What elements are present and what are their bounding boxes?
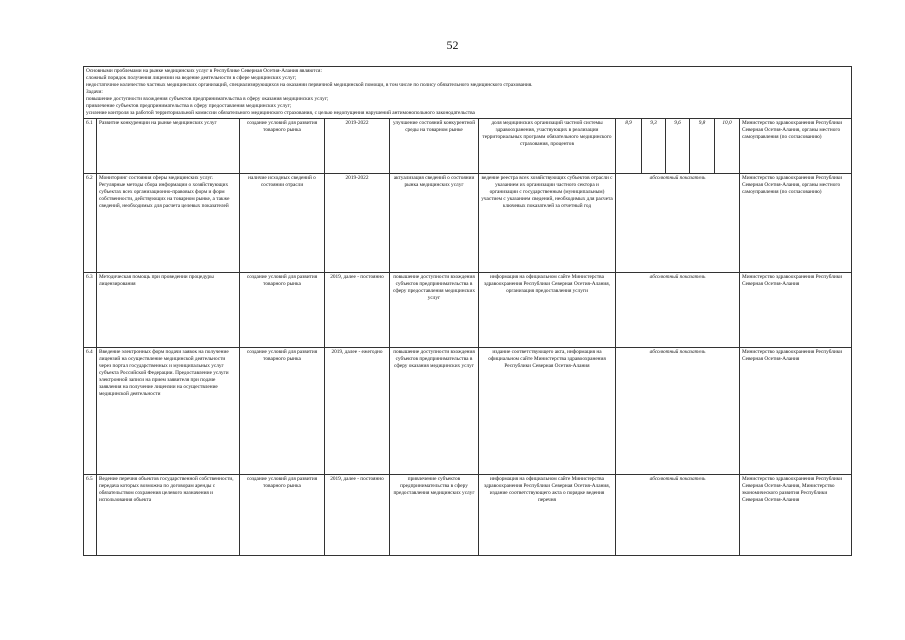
indicator-cell: информация на официальном сайте Министерства здравоохранения Республики Северная Осетия-Алания, организация предоставления услуги [479,272,616,347]
table-row [84,347,852,474]
page-number: 52 [446,38,459,52]
indicator-type: абсолютный показатель [616,347,740,474]
event-cell: Введение электронных форм подачи заявок на получение лицензий на осуществление медицинской деятельности через портал государственных и муниципальных услуг субъекта Российской Федерации. Предоставление услуги электронной записи на прием заявителя при подаче заявления на получение лицензии на осуществление медицинской деятельности [97,347,240,474]
intro-line: недостаточное количество частных медицинских организаций, специализирующихся на оказании первичной медицинской помощи, в том числе по полису обязательного медицинского страхования. [86,81,533,88]
event-cell: Мониторинг состояния сферы медицинских услуг. Регулярные методы сбора информации о хозяйствующих субъектах всех организационно-правовых форм и форм собственности, действующих на товарном рынке, а также сведений, необходимых для расчета целевых показателей [97,173,240,272]
row-number: 6.2 [84,173,97,272]
event-cell: Методическая помощь при проведении процедуры лицензирования [97,272,240,347]
table-row [84,272,852,347]
responsible-cell: Министерство здравоохранения Республики Северная Осетия-Алания, органы местного самоуправления (по согласованию) [740,173,852,272]
indicator-cell: информация на официальном сайте Министерства здравоохранения Республики Северная Осетия-Алания, издание соответствующего акта о порядке ведения перечня [479,474,616,555]
responsible-cell: Министерство здравоохранения Республики Северная Осетия-Алания [740,347,852,474]
period-cell: 2019, далее - ежегодно [325,347,390,474]
indicator-cell: ведение реестра всех хозяйствующих субъектов отрасли с указанием их организации частного сектора и организации с государственным (муниципальным) участием с указанием сведений, необходимых для расчета ключевых показателей за отчетный год [479,173,616,272]
responsible-cell: Министерство здравоохранения Республики Северная Осетия-Алания [740,272,852,347]
responsible-cell: Министерство здравоохранения Республики Северная Осетия-Алания, Министерство экономического развития Республики Северная Осетия-Алания [740,474,852,555]
event-cell: Ведение перечня объектов государственной собственности, передача которых возможна по договорам аренды с обязательством сохранения целевого назначения и использования объекта [97,474,240,555]
intro-line: усиление контроля за работой территориальной комиссии обязательного медицинского страхования, с целью недопущения нарушений антимонопольного законодательства [86,109,475,116]
row-number: 6.3 [84,272,97,347]
intro-line: привлечение субъектов предпринимательства в сферу предоставления медицинских услуг; [86,102,292,109]
effect-cell: повышение доступности вхождения субъектов предпринимательства в сферу предоставления медицинских услуг [390,272,479,347]
effect-cell: улучшение состояний конкурентной среды на товарном рынке [390,118,479,173]
row-number: 6.5 [84,474,97,555]
indicator-value: 10,0 [715,118,740,173]
intro-line: Основными проблемами на рынке медицинских услуг в Республике Северная Осетия-Алания являются: [86,68,322,74]
indicator-value: 9,6 [666,118,690,173]
period-cell: 2019-2022 [325,118,390,173]
effect-cell: повышение доступности вхождения субъектов предпринимательства в сферу оказания медицинских услуг [390,347,479,474]
intro-line: сложный порядок получения лицензии на ведение деятельности в сфере медицинских услуг; [86,74,297,81]
period-cell: 2019, далее - постоянно [325,474,390,555]
table-row [84,474,852,555]
problem-cell: наличие исходных сведений о состоянии отрасли [240,173,325,272]
problem-cell: создание условий для развития товарного рынка [240,347,325,474]
indicator-cell: издание соответствующего акта, информация на официальном сайте Министерства здравоохранения Республики Северная Осетия-Алания [479,347,616,474]
indicator-value: 9,3 [642,118,666,173]
event-cell: Развитие конкуренции на рынке медицинских услуг [97,118,240,173]
indicator-type: абсолютный показатель [616,272,740,347]
problem-cell: создание условий для развития товарного рынка [240,474,325,555]
indicator-type: абсолютный показатель [616,474,740,555]
row-number: 6.1 [84,118,97,173]
indicator-type: абсолютный показатель [616,173,740,272]
indicator-cell: доля медицинских организаций частной системы здравоохранения, участвующих в реализации территориальных программ обязательного медицинского страхования, процентов [479,118,616,173]
table-row [84,173,852,272]
problem-cell: создание условий для развития товарного рынка [240,118,325,173]
indicator-value: 9,8 [690,118,715,173]
action-plan-table [83,66,852,556]
intro-line: Задачи: [86,88,103,95]
effect-cell: привлечение субъектов предпринимательства в сферу предоставления медицинских услуг [390,474,479,555]
intro-line: повышение доступности вхождения субъектов предпринимательства в сферу оказания медицинских услуг; [86,95,329,102]
period-cell: 2019-2022 [325,173,390,272]
responsible-cell: Министерство здравоохранения Республики Северная Осетия-Алания, органы местного самоуправления (по согласованию) [740,118,852,173]
intro-text [84,67,852,119]
intro-row [84,67,852,119]
effect-cell: актуализация сведений о состоянии рынка медицинских услуг [390,173,479,272]
indicator-value: 8,9 [616,118,642,173]
problem-cell: создание условий для развития товарного рынка [240,272,325,347]
period-cell: 2019, далее - постоянно [325,272,390,347]
table-row [84,118,852,173]
row-number: 6.4 [84,347,97,474]
